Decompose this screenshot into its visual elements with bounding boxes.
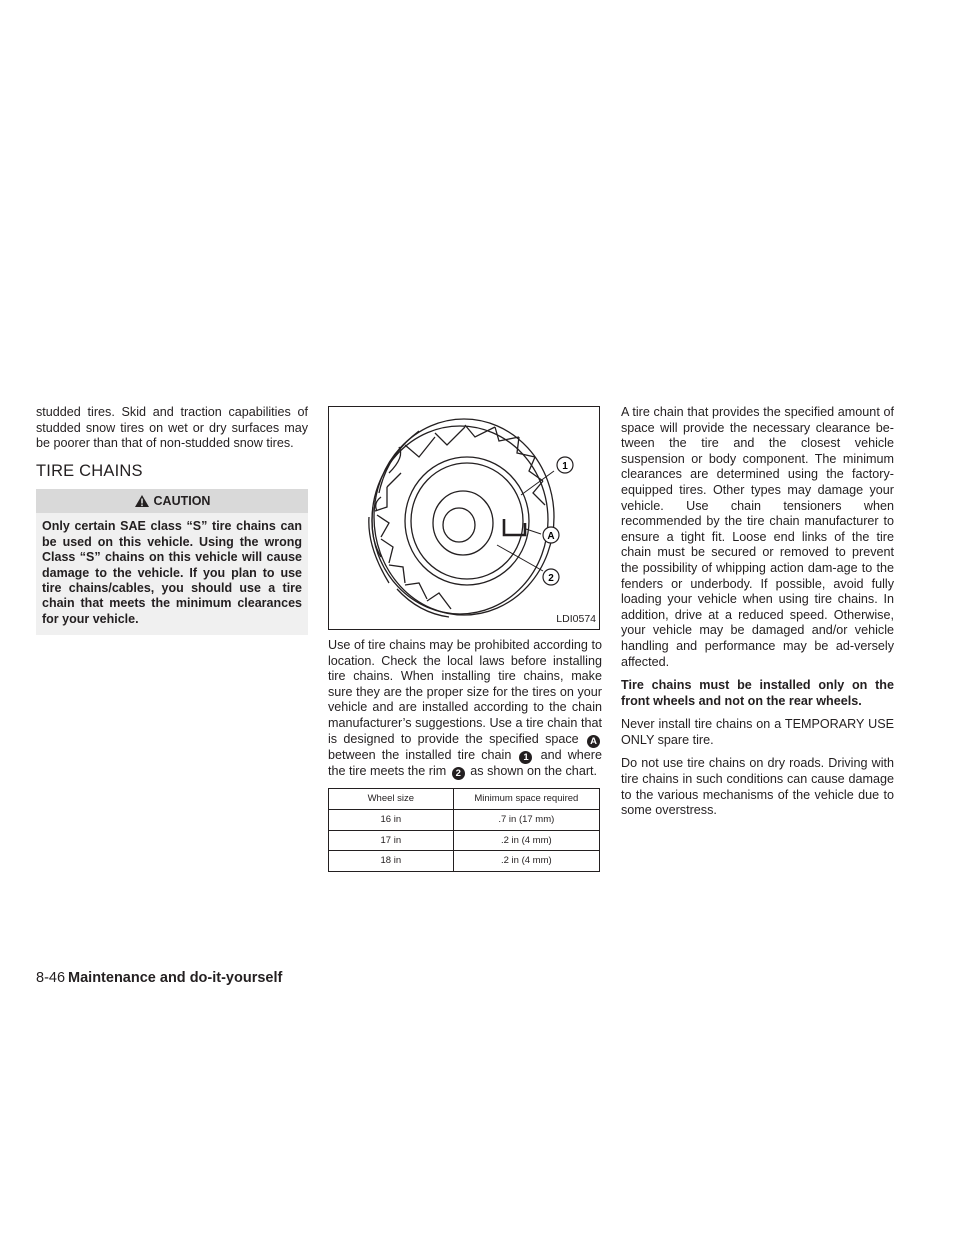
ref-2-icon: 2 <box>452 767 465 780</box>
header-min-space: Minimum space required <box>474 793 579 805</box>
svg-text:2: 2 <box>548 573 554 584</box>
cell-min-space: .2 in (4 mm) <box>500 855 552 867</box>
chain-text-1: Use of tire chains may be prohibited according to location. Check the local laws before installing tire chains. When installing tire chains, make sure they are the proper size for the tires on your vehicle and are installed according to the chain manufacturer’s suggestions. Use a tire chain that is designed to provide the specified space <box>328 638 602 746</box>
chain-text-2: between the installed tire chain <box>328 747 512 762</box>
callout-2 <box>543 569 559 585</box>
right-column <box>621 405 894 827</box>
caution-box <box>36 489 308 635</box>
figure-code: LDI0574 <box>556 613 596 626</box>
middle-column <box>328 405 602 872</box>
table-row <box>329 851 600 872</box>
chain-paragraph <box>328 638 602 780</box>
tire-chain-illustration <box>329 407 599 629</box>
svg-text:1: 1 <box>562 461 568 472</box>
chain-text-4: as shown on the chart. <box>470 764 598 779</box>
cell-wheel-size: 16 in <box>329 810 454 831</box>
clearance-paragraph: A tire chain that provides the specified amount of space will provide the necessary clearance be-tween the tire and the closest vehicle suspension or body component. The minimum clearances are determined using the factory-equipped tires. Other types may damage your vehicle. Use chain tensioners when recommended by the tire chain manufacturer to ensure a tight fit. Loose end links of the tire chain must be secured or removed to prevent the possibility of whipping action dam-age to the fenders or underbody. If possible, avoid fully loading your vehicle when using tire chains. In addition, drive at a reduced speed. Otherwise, your vehicle may be damaged and/or vehicle handling and performance may be ad-versely affected. <box>621 405 894 669</box>
left-column <box>36 405 308 635</box>
chain-text-3: and where the tire meets the rim <box>328 747 602 779</box>
warning-triangle-icon <box>134 494 150 508</box>
section-heading: TIRE CHAINS <box>36 461 143 480</box>
clearance-table <box>328 788 600 871</box>
cell-min-space: .7 in (17 mm) <box>498 814 555 826</box>
cell-wheel-size: 17 in <box>329 830 454 851</box>
front-wheels-warning: Tire chains must be installed only on the front wheels and not on the rear wheels. <box>621 678 894 708</box>
caution-title: CAUTION <box>153 493 211 508</box>
table-row <box>329 810 600 831</box>
page-footer <box>36 970 282 986</box>
page-number: 8-46 <box>36 970 66 986</box>
caution-header <box>36 489 308 513</box>
caution-text: Only certain SAE class “S” tire chains can be used on this vehicle. Using the wrong Class “S” chains on this vehicle will cause damage to the vehicle. If you plan to use tire chains/cables, you should use a tire chain that meets the minimum clearances for your vehicle. <box>36 513 308 635</box>
section-title: Maintenance and do-it-yourself <box>68 970 283 986</box>
callout-1 <box>557 457 573 473</box>
dry-roads-paragraph: Do not use tire chains on dry roads. Driving with tire chains in such conditions can cause damage to the various mechanisms of the vehicle due to some overstress. <box>621 756 894 818</box>
spare-tire-paragraph: Never install tire chains on a TEMPORARY USE ONLY spare tire. <box>621 717 894 747</box>
table-row <box>329 830 600 851</box>
callout-a <box>543 527 559 543</box>
table-header-row <box>329 789 600 810</box>
intro-paragraph: studded tires. Skid and traction capabilities of studded snow tires on wet or dry surfaces may be poorer than that of non-studded snow tires. <box>36 405 308 451</box>
cell-min-space: .2 in (4 mm) <box>500 834 552 846</box>
tire-chain-figure <box>328 406 600 630</box>
ref-1-icon: 1 <box>519 751 532 764</box>
ref-a-icon: A <box>587 735 600 748</box>
cell-wheel-size: 18 in <box>329 851 454 872</box>
header-wheel-size: Wheel size <box>329 789 454 810</box>
svg-text:A: A <box>547 531 555 542</box>
